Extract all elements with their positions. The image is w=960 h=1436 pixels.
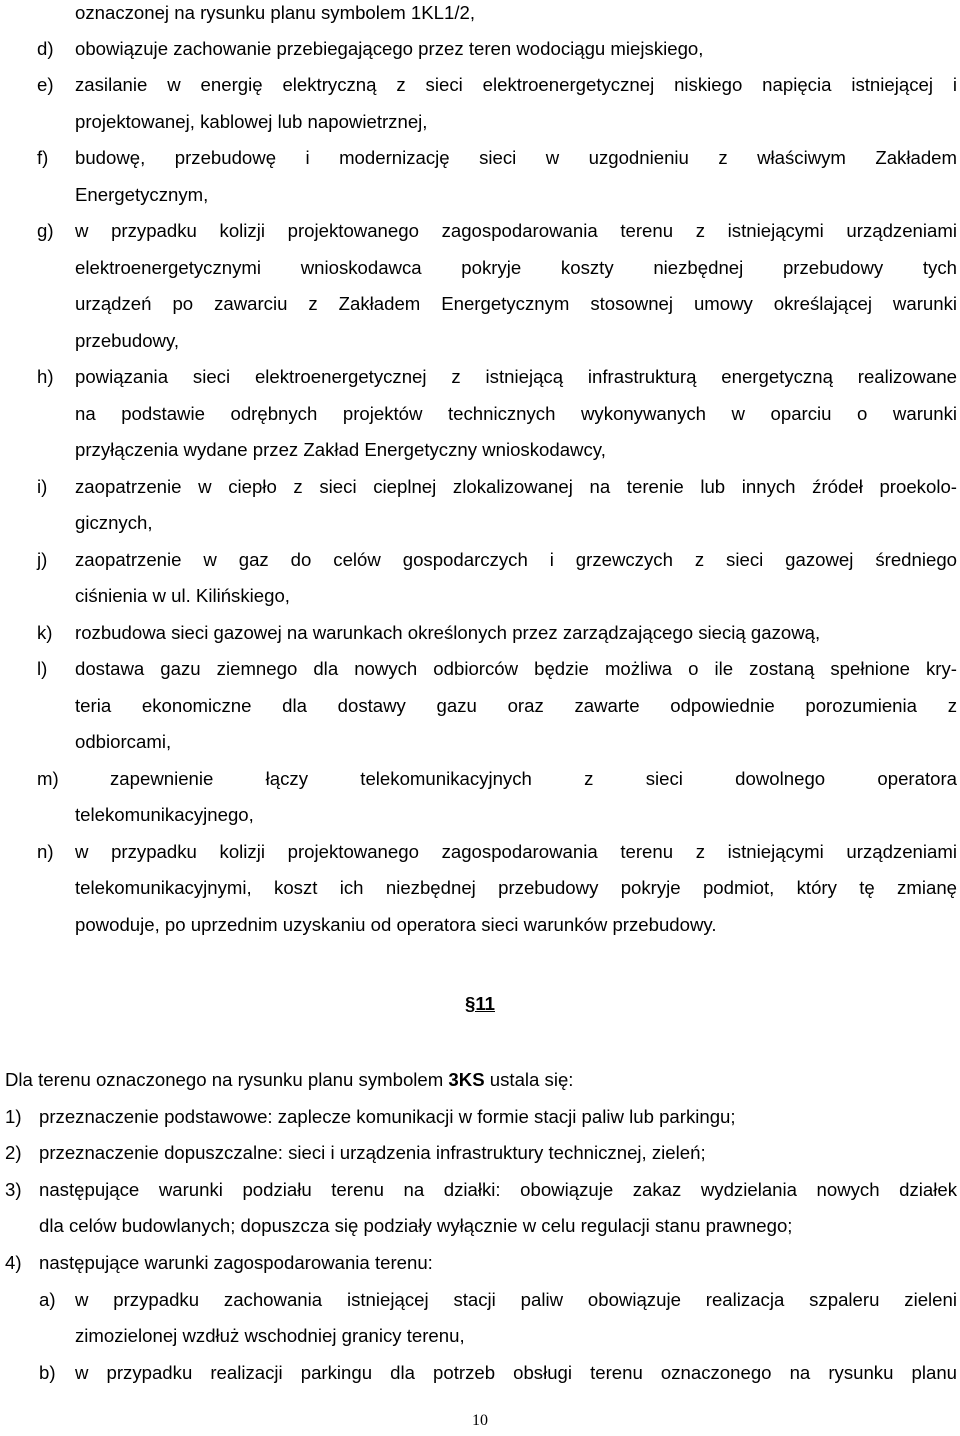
list-item-text: w przypadku kolizji projektowanego zagospodarowania terenu z istniejącymi urządzeniami [75,220,957,241]
list-item-text: zapewnienie łączy telekomunikacyjnych z sieci dowolnego operatora [110,768,957,789]
list-item-continuation [0,578,960,614]
list-item-label: j) [37,549,48,570]
list-item-continuation [0,323,960,359]
list-item-text: powiązania sieci elektroenergetycznej z istniejącą infrastrukturą energetyczną realizowane [75,366,957,387]
list-item-text: urządzeń po zawarciu z Zakładem Energetycznym stosownej umowy określającej warunki [75,293,957,314]
list-item-continuation [0,907,960,943]
numbered-item [0,1245,960,1281]
list-item-continuation [0,505,960,541]
list-item [0,615,960,651]
list-item-label: f) [37,147,49,168]
numbered-item-text: przeznaczenie podstawowe: zaplecze komunikacji w formie stacji paliw lub parkingu; [39,1106,736,1127]
numbered-item-text: dla celów budowlanych; dopuszcza się podziały wyłącznie w celu regulacji stanu prawnego; [39,1215,793,1236]
list-item [0,469,960,505]
list-item-text: zaopatrzenie w gaz do celów gospodarczych i grzewczych z sieci gazowej średniego [75,549,957,570]
sub-item [0,1355,960,1391]
list-item [0,651,960,687]
list-item [0,140,960,176]
list-item-continuation [0,870,960,906]
list-item-text: obowiązuje zachowanie przebiegającego przez teren wodociągu miejskiego, [75,38,704,59]
intro-after: ustala się: [484,1069,574,1090]
list-item-text: odbiorcami, [75,731,172,752]
list-item [0,761,960,797]
list-item-continuation [0,432,960,468]
list-item-text: telekomunikacyjnymi, koszt ich niezbędnej przebudowy pokryje podmiot, który tę zmianę [75,877,957,898]
list-item-text: dostawa gazu ziemnego dla nowych odbiorców będzie możliwa o ile zostaną spełnione kry- [75,658,957,679]
list-item-text: teria ekonomiczne dla dostawy gazu oraz zawarte odpowiednie porozumienia z [75,695,957,716]
numbered-item-text: następujące warunki zagospodarowania terenu: [39,1252,433,1273]
list-item-text: zasilanie w energię elektryczną z sieci elektroenergetycznej niskiego napięcia istniejącej i [75,74,957,95]
list-item-label: g) [37,220,54,241]
list-item-text: powoduje, po uprzednim uzyskaniu od operatora sieci warunków przebudowy. [75,914,717,935]
list-item-text: przebudowy, [75,330,180,351]
list-item [0,542,960,578]
list-item-text: telekomunikacyjnego, [75,804,254,825]
list-item-continuation [0,250,960,286]
list-item-label: n) [37,841,54,862]
list-item-text: zaopatrzenie w ciepło z sieci cieplnej zlokalizowanej na terenie lub innych źródeł proekolo- [75,476,957,497]
numbered-item-text: przeznaczenie dopuszczalne: sieci i urządzenia infrastruktury technicznej, zieleń; [39,1142,706,1163]
section-intro-text [5,1062,957,1098]
section-heading: §11 [465,993,495,1014]
numbered-item [0,1099,960,1135]
list-item-text: rozbudowa sieci gazowej na warunkach określonych przez zarządzającego siecią gazową, [75,622,821,643]
list-item [0,834,960,870]
numbered-item-label: 4) [5,1252,22,1273]
list-item-label: e) [37,74,54,95]
list-item-label: h) [37,366,54,387]
sub-item-continuation [0,1318,960,1354]
paragraph-line: oznaczonej na rysunku planu symbolem 1KL1/2, [75,2,476,23]
numbered-item-label: 3) [5,1179,22,1200]
numbered-item [0,1135,960,1171]
list-item [0,213,960,249]
list-item-text: elektroenergetycznymi wnioskodawca pokryje koszty niezbędnej przebudowy tych [75,257,957,278]
sub-item-text: w przypadku realizacji parkingu dla potrzeb obsługi terenu oznaczonego na rysunku planu [75,1362,957,1383]
sub-item-text: w przypadku zachowania istniejącej stacji paliw obowiązuje realizacja szpaleru zieleni [75,1289,957,1310]
list-item-label: d) [37,38,54,59]
zone-symbol: 3KS [448,1069,485,1090]
list-item-label: i) [37,476,48,497]
sub-item [0,1282,960,1318]
list-item-continuation [0,724,960,760]
section-intro [0,1062,960,1098]
sub-item-label: b) [39,1362,56,1383]
intro-before: Dla terenu oznaczonego na rysunku planu symbolem [5,1069,449,1090]
numbered-item-continuation [0,1208,960,1244]
list-item-continuation [0,797,960,833]
list-item-text: Energetycznym, [75,184,209,205]
numbered-item [0,1172,960,1208]
list-item-continuation [0,688,960,724]
list-item-text: gicznych, [75,512,153,533]
list-item-text: przyłączenia wydane przez Zakład Energetyczny wnioskodawcy, [75,439,606,460]
list-item [0,67,960,103]
list-item-continuation [0,104,960,140]
list-item-continuation [0,177,960,213]
list-item-label: k) [37,622,53,643]
list-item-text: budowę, przebudowę i modernizację sieci w uzgodnieniu z właściwym Zakładem [75,147,957,168]
list-item-text: na podstawie odrębnych projektów technicznych wykonywanych w oparciu o warunki [75,403,957,424]
list-item-text: ciśnienia w ul. Kilińskiego, [75,585,290,606]
numbered-item-label: 2) [5,1142,22,1163]
list-item-continuation [0,0,960,31]
numbered-item-label: 1) [5,1106,22,1127]
numbered-item-text: następujące warunki podziału terenu na działki: obowiązuje zakaz wydzielania nowych działek [39,1179,957,1200]
sub-item-text: zimozielonej wzdłuż wschodniej granicy terenu, [75,1325,465,1346]
list-item-continuation [0,286,960,322]
list-item-text: projektowanej, kablowej lub napowietrznej, [75,111,428,132]
list-item-label: l) [37,658,48,679]
sub-item-label: a) [39,1289,56,1310]
list-item-label: m) [37,768,59,789]
list-item [0,31,960,67]
page-number: 10 [472,1412,488,1429]
list-item-text: w przypadku kolizji projektowanego zagospodarowania terenu z istniejącymi urządzeniami [75,841,957,862]
list-item-continuation [0,396,960,432]
list-item [0,359,960,395]
